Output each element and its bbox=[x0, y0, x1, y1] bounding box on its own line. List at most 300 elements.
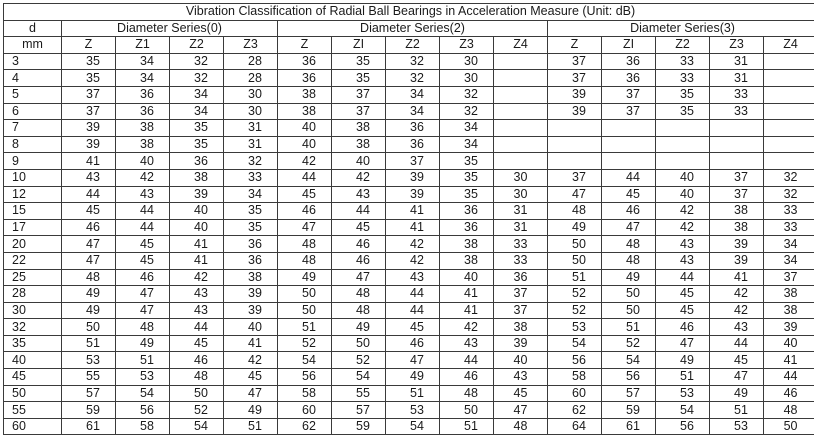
value-cell: 32 bbox=[170, 70, 224, 87]
value-cell: 31 bbox=[710, 70, 764, 87]
value-cell: 54 bbox=[116, 385, 170, 402]
value-cell: 53 bbox=[548, 319, 602, 336]
value-cell: 49 bbox=[224, 402, 278, 419]
value-cell: 44 bbox=[170, 319, 224, 336]
value-cell: 54 bbox=[656, 402, 710, 419]
value-cell: 32 bbox=[440, 86, 494, 103]
value-cell: 50 bbox=[278, 302, 332, 319]
value-cell: 43 bbox=[656, 252, 710, 269]
bore-diameter-cell: 3 bbox=[4, 53, 62, 70]
value-cell: 36 bbox=[440, 203, 494, 220]
value-cell: 36 bbox=[494, 269, 548, 286]
value-cell: 36 bbox=[602, 53, 656, 70]
value-cell: 40 bbox=[332, 153, 386, 170]
col-header: Z2 bbox=[656, 37, 710, 54]
table-row bbox=[4, 136, 814, 153]
value-cell: 46 bbox=[332, 236, 386, 253]
value-cell: 42 bbox=[116, 169, 170, 186]
value-cell: 60 bbox=[548, 385, 602, 402]
value-cell: 51 bbox=[548, 269, 602, 286]
value-cell: 46 bbox=[332, 252, 386, 269]
value-cell: 51 bbox=[278, 319, 332, 336]
value-cell: 52 bbox=[278, 335, 332, 352]
value-cell: 42 bbox=[710, 286, 764, 303]
bore-diameter-cell: 40 bbox=[4, 352, 62, 369]
value-cell: 45 bbox=[170, 335, 224, 352]
value-cell: 57 bbox=[602, 385, 656, 402]
col-header: ZI bbox=[602, 37, 656, 54]
value-cell: 54 bbox=[602, 352, 656, 369]
value-cell: 35 bbox=[62, 70, 116, 87]
value-cell: 38 bbox=[710, 219, 764, 236]
value-cell: 36 bbox=[224, 236, 278, 253]
value-cell: 37 bbox=[602, 86, 656, 103]
value-cell: 45 bbox=[116, 252, 170, 269]
value-cell: 45 bbox=[332, 219, 386, 236]
value-cell: 41 bbox=[62, 153, 116, 170]
value-cell: 36 bbox=[440, 219, 494, 236]
value-cell: 42 bbox=[170, 269, 224, 286]
value-cell: 59 bbox=[602, 402, 656, 419]
value-cell bbox=[494, 86, 548, 103]
value-cell: 44 bbox=[656, 269, 710, 286]
value-cell: 39 bbox=[494, 335, 548, 352]
value-cell: 35 bbox=[224, 219, 278, 236]
value-cell: 35 bbox=[170, 136, 224, 153]
col-header: Z bbox=[278, 37, 332, 54]
value-cell: 30 bbox=[494, 186, 548, 203]
value-cell: 43 bbox=[170, 286, 224, 303]
value-cell: 44 bbox=[386, 302, 440, 319]
value-cell: 37 bbox=[332, 86, 386, 103]
value-cell: 49 bbox=[710, 385, 764, 402]
col-header: ZI bbox=[332, 37, 386, 54]
value-cell: 51 bbox=[602, 319, 656, 336]
value-cell: 41 bbox=[386, 219, 440, 236]
value-cell: 55 bbox=[332, 385, 386, 402]
value-cell: 62 bbox=[278, 418, 332, 435]
table-row bbox=[4, 269, 814, 286]
value-cell bbox=[494, 120, 548, 137]
value-cell: 49 bbox=[386, 369, 440, 386]
value-cell: 47 bbox=[656, 335, 710, 352]
value-cell: 40 bbox=[170, 203, 224, 220]
value-cell: 50 bbox=[440, 402, 494, 419]
value-cell: 38 bbox=[116, 120, 170, 137]
value-cell: 31 bbox=[494, 219, 548, 236]
value-cell: 39 bbox=[548, 103, 602, 120]
value-cell: 47 bbox=[62, 252, 116, 269]
value-cell: 48 bbox=[116, 319, 170, 336]
value-cell: 32 bbox=[386, 53, 440, 70]
value-cell: 35 bbox=[332, 53, 386, 70]
value-cell: 39 bbox=[170, 186, 224, 203]
value-cell: 38 bbox=[710, 203, 764, 220]
value-cell: 32 bbox=[224, 153, 278, 170]
value-cell: 44 bbox=[62, 186, 116, 203]
value-cell: 58 bbox=[548, 369, 602, 386]
value-cell: 40 bbox=[170, 219, 224, 236]
value-cell: 39 bbox=[710, 252, 764, 269]
series0-header: Diameter Series(0) bbox=[62, 20, 278, 37]
value-cell: 35 bbox=[656, 86, 710, 103]
value-cell: 36 bbox=[386, 120, 440, 137]
value-cell: 41 bbox=[224, 335, 278, 352]
value-cell: 38 bbox=[494, 319, 548, 336]
value-cell: 52 bbox=[548, 286, 602, 303]
value-cell: 39 bbox=[62, 136, 116, 153]
value-cell: 39 bbox=[386, 169, 440, 186]
value-cell: 39 bbox=[386, 186, 440, 203]
value-cell: 36 bbox=[278, 70, 332, 87]
value-cell: 61 bbox=[602, 418, 656, 435]
value-cell: 35 bbox=[62, 53, 116, 70]
value-cell: 43 bbox=[62, 169, 116, 186]
value-cell: 52 bbox=[332, 352, 386, 369]
col-header: Z3 bbox=[440, 37, 494, 54]
value-cell: 48 bbox=[602, 252, 656, 269]
value-cell bbox=[494, 103, 548, 120]
value-cell: 50 bbox=[764, 418, 814, 435]
bore-diameter-cell: 12 bbox=[4, 186, 62, 203]
value-cell: 43 bbox=[494, 369, 548, 386]
value-cell: 47 bbox=[116, 302, 170, 319]
value-cell: 59 bbox=[332, 418, 386, 435]
col-header: Z2 bbox=[386, 37, 440, 54]
value-cell: 47 bbox=[278, 219, 332, 236]
value-cell: 48 bbox=[440, 385, 494, 402]
value-cell bbox=[494, 53, 548, 70]
table-body bbox=[4, 53, 814, 435]
value-cell: 47 bbox=[548, 186, 602, 203]
value-cell: 46 bbox=[440, 369, 494, 386]
bore-diameter-cell: 8 bbox=[4, 136, 62, 153]
value-cell: 46 bbox=[116, 269, 170, 286]
value-cell: 50 bbox=[278, 286, 332, 303]
value-cell: 42 bbox=[656, 219, 710, 236]
col-header: Z4 bbox=[764, 37, 814, 54]
value-cell: 45 bbox=[656, 302, 710, 319]
value-cell: 32 bbox=[764, 169, 814, 186]
value-cell: 45 bbox=[116, 236, 170, 253]
value-cell: 64 bbox=[548, 418, 602, 435]
value-cell: 33 bbox=[494, 252, 548, 269]
value-cell: 38 bbox=[440, 252, 494, 269]
table-row bbox=[4, 286, 814, 303]
table-row bbox=[4, 418, 814, 435]
value-cell bbox=[656, 120, 710, 137]
table-row bbox=[4, 236, 814, 253]
value-cell: 32 bbox=[764, 186, 814, 203]
value-cell: 31 bbox=[494, 203, 548, 220]
table-row bbox=[4, 186, 814, 203]
value-cell: 44 bbox=[278, 169, 332, 186]
value-cell: 44 bbox=[602, 169, 656, 186]
value-cell bbox=[656, 136, 710, 153]
table-row bbox=[4, 352, 814, 369]
table-row bbox=[4, 153, 814, 170]
value-cell: 37 bbox=[710, 169, 764, 186]
value-cell: 35 bbox=[224, 203, 278, 220]
bore-diameter-cell: 45 bbox=[4, 369, 62, 386]
value-cell: 37 bbox=[386, 153, 440, 170]
value-cell: 35 bbox=[170, 120, 224, 137]
value-cell: 34 bbox=[440, 136, 494, 153]
table-row bbox=[4, 219, 814, 236]
value-cell: 47 bbox=[224, 385, 278, 402]
value-cell: 37 bbox=[62, 103, 116, 120]
value-cell: 36 bbox=[278, 53, 332, 70]
value-cell bbox=[548, 120, 602, 137]
value-cell bbox=[602, 120, 656, 137]
value-cell: 28 bbox=[224, 70, 278, 87]
value-cell: 30 bbox=[440, 53, 494, 70]
value-cell: 34 bbox=[386, 86, 440, 103]
value-cell: 34 bbox=[440, 120, 494, 137]
value-cell: 34 bbox=[224, 186, 278, 203]
value-cell bbox=[494, 153, 548, 170]
value-cell bbox=[710, 136, 764, 153]
value-cell: 34 bbox=[170, 103, 224, 120]
value-cell bbox=[764, 70, 814, 87]
value-cell: 36 bbox=[116, 86, 170, 103]
value-cell: 39 bbox=[62, 120, 116, 137]
value-cell: 37 bbox=[494, 302, 548, 319]
value-cell: 56 bbox=[116, 402, 170, 419]
value-cell: 60 bbox=[278, 402, 332, 419]
value-cell: 47 bbox=[332, 269, 386, 286]
value-cell: 35 bbox=[440, 153, 494, 170]
value-cell: 36 bbox=[170, 153, 224, 170]
value-cell bbox=[602, 153, 656, 170]
value-cell: 42 bbox=[440, 319, 494, 336]
value-cell: 46 bbox=[170, 352, 224, 369]
value-cell: 43 bbox=[170, 302, 224, 319]
value-cell: 41 bbox=[440, 302, 494, 319]
value-cell: 43 bbox=[116, 186, 170, 203]
value-cell: 45 bbox=[386, 319, 440, 336]
value-cell: 36 bbox=[386, 136, 440, 153]
value-cell: 52 bbox=[170, 402, 224, 419]
value-cell: 53 bbox=[62, 352, 116, 369]
value-cell: 40 bbox=[224, 319, 278, 336]
value-cell: 49 bbox=[62, 302, 116, 319]
col-header: Z3 bbox=[710, 37, 764, 54]
bore-diameter-cell: 32 bbox=[4, 319, 62, 336]
value-cell bbox=[710, 153, 764, 170]
value-cell: 40 bbox=[440, 269, 494, 286]
value-cell: 49 bbox=[602, 269, 656, 286]
table-row bbox=[4, 335, 814, 352]
value-cell: 41 bbox=[764, 352, 814, 369]
value-cell: 42 bbox=[332, 169, 386, 186]
value-cell: 34 bbox=[116, 53, 170, 70]
value-cell: 48 bbox=[548, 203, 602, 220]
value-cell: 38 bbox=[764, 302, 814, 319]
value-cell: 41 bbox=[386, 203, 440, 220]
value-cell: 44 bbox=[386, 286, 440, 303]
value-cell: 37 bbox=[764, 269, 814, 286]
value-cell: 37 bbox=[602, 103, 656, 120]
value-cell: 33 bbox=[656, 70, 710, 87]
value-cell: 47 bbox=[386, 352, 440, 369]
value-cell: 49 bbox=[278, 269, 332, 286]
value-cell bbox=[764, 120, 814, 137]
col-header: Z bbox=[548, 37, 602, 54]
value-cell: 53 bbox=[656, 385, 710, 402]
table-title: Vibration Classification of Radial Ball Bearings in Acceleration Measure (Unit: dB) bbox=[4, 4, 814, 21]
value-cell: 53 bbox=[116, 369, 170, 386]
vibration-table bbox=[3, 3, 814, 435]
value-cell: 37 bbox=[62, 86, 116, 103]
bore-diameter-cell: 50 bbox=[4, 385, 62, 402]
value-cell: 35 bbox=[440, 169, 494, 186]
value-cell: 43 bbox=[386, 269, 440, 286]
table-row bbox=[4, 53, 814, 70]
value-cell: 31 bbox=[224, 136, 278, 153]
value-cell: 33 bbox=[656, 53, 710, 70]
value-cell: 56 bbox=[656, 418, 710, 435]
value-cell: 46 bbox=[386, 335, 440, 352]
value-cell: 36 bbox=[224, 252, 278, 269]
col-header: Z3 bbox=[224, 37, 278, 54]
table-row bbox=[4, 120, 814, 137]
value-cell: 61 bbox=[62, 418, 116, 435]
value-cell: 53 bbox=[710, 418, 764, 435]
value-cell: 40 bbox=[656, 186, 710, 203]
value-cell: 54 bbox=[332, 369, 386, 386]
value-cell: 38 bbox=[764, 286, 814, 303]
value-cell: 28 bbox=[224, 53, 278, 70]
value-cell: 51 bbox=[224, 418, 278, 435]
value-cell: 41 bbox=[170, 252, 224, 269]
value-cell: 32 bbox=[170, 53, 224, 70]
value-cell: 43 bbox=[656, 236, 710, 253]
value-cell: 40 bbox=[278, 136, 332, 153]
value-cell: 43 bbox=[710, 319, 764, 336]
value-cell: 31 bbox=[710, 53, 764, 70]
value-cell: 51 bbox=[386, 385, 440, 402]
value-cell: 56 bbox=[548, 352, 602, 369]
col-header: Z bbox=[62, 37, 116, 54]
value-cell: 50 bbox=[548, 252, 602, 269]
value-cell: 54 bbox=[548, 335, 602, 352]
bore-diameter-cell: 17 bbox=[4, 219, 62, 236]
value-cell: 45 bbox=[224, 369, 278, 386]
value-cell: 35 bbox=[440, 186, 494, 203]
value-cell: 48 bbox=[764, 402, 814, 419]
value-cell: 39 bbox=[224, 286, 278, 303]
value-cell: 45 bbox=[278, 186, 332, 203]
bore-diameter-cell: 55 bbox=[4, 402, 62, 419]
table-row bbox=[4, 302, 814, 319]
value-cell: 39 bbox=[224, 302, 278, 319]
value-cell bbox=[548, 153, 602, 170]
value-cell: 50 bbox=[332, 335, 386, 352]
value-cell: 37 bbox=[548, 70, 602, 87]
mm-header: mm bbox=[4, 37, 62, 54]
bore-diameter-cell: 15 bbox=[4, 203, 62, 220]
bore-diameter-cell: 28 bbox=[4, 286, 62, 303]
value-cell: 30 bbox=[494, 169, 548, 186]
table-row bbox=[4, 203, 814, 220]
value-cell: 45 bbox=[62, 203, 116, 220]
value-cell: 49 bbox=[548, 219, 602, 236]
table-row bbox=[4, 169, 814, 186]
value-cell: 48 bbox=[278, 236, 332, 253]
value-cell: 46 bbox=[62, 219, 116, 236]
value-cell: 39 bbox=[764, 319, 814, 336]
bore-diameter-cell: 10 bbox=[4, 169, 62, 186]
table-row bbox=[4, 319, 814, 336]
value-cell: 33 bbox=[710, 86, 764, 103]
value-cell: 57 bbox=[332, 402, 386, 419]
table-row bbox=[4, 70, 814, 87]
value-cell: 52 bbox=[548, 302, 602, 319]
value-cell: 58 bbox=[116, 418, 170, 435]
value-cell: 46 bbox=[764, 385, 814, 402]
value-cell bbox=[764, 86, 814, 103]
table-row bbox=[4, 252, 814, 269]
value-cell: 44 bbox=[440, 352, 494, 369]
value-cell: 38 bbox=[170, 169, 224, 186]
value-cell: 44 bbox=[116, 219, 170, 236]
value-cell: 45 bbox=[710, 352, 764, 369]
value-cell: 49 bbox=[116, 335, 170, 352]
value-cell: 32 bbox=[440, 103, 494, 120]
value-cell: 56 bbox=[278, 369, 332, 386]
value-cell: 52 bbox=[602, 335, 656, 352]
value-cell: 44 bbox=[710, 335, 764, 352]
value-cell: 42 bbox=[278, 153, 332, 170]
value-cell: 30 bbox=[440, 70, 494, 87]
value-cell: 62 bbox=[548, 402, 602, 419]
value-cell: 33 bbox=[764, 219, 814, 236]
value-cell: 45 bbox=[602, 186, 656, 203]
value-cell: 39 bbox=[548, 86, 602, 103]
value-cell: 34 bbox=[386, 103, 440, 120]
bore-diameter-cell: 5 bbox=[4, 86, 62, 103]
value-cell: 46 bbox=[278, 203, 332, 220]
value-cell: 36 bbox=[116, 103, 170, 120]
value-cell: 55 bbox=[62, 369, 116, 386]
bore-diameter-cell: 6 bbox=[4, 103, 62, 120]
value-cell: 54 bbox=[170, 418, 224, 435]
value-cell: 34 bbox=[116, 70, 170, 87]
table-row bbox=[4, 402, 814, 419]
value-cell: 47 bbox=[494, 402, 548, 419]
d-header: d bbox=[4, 20, 62, 37]
value-cell: 41 bbox=[170, 236, 224, 253]
value-cell: 41 bbox=[710, 269, 764, 286]
bore-diameter-cell: 60 bbox=[4, 418, 62, 435]
table-row bbox=[4, 86, 814, 103]
value-cell: 49 bbox=[62, 286, 116, 303]
table-row bbox=[4, 103, 814, 120]
value-cell: 46 bbox=[656, 319, 710, 336]
value-cell bbox=[764, 53, 814, 70]
value-cell: 44 bbox=[116, 203, 170, 220]
value-cell: 45 bbox=[656, 286, 710, 303]
series3-header: Diameter Series(3) bbox=[548, 20, 814, 37]
bore-diameter-cell: 22 bbox=[4, 252, 62, 269]
value-cell: 49 bbox=[656, 352, 710, 369]
col-header: Z2 bbox=[170, 37, 224, 54]
value-cell: 49 bbox=[332, 319, 386, 336]
value-cell: 30 bbox=[224, 86, 278, 103]
value-cell: 42 bbox=[386, 252, 440, 269]
value-cell: 53 bbox=[386, 402, 440, 419]
